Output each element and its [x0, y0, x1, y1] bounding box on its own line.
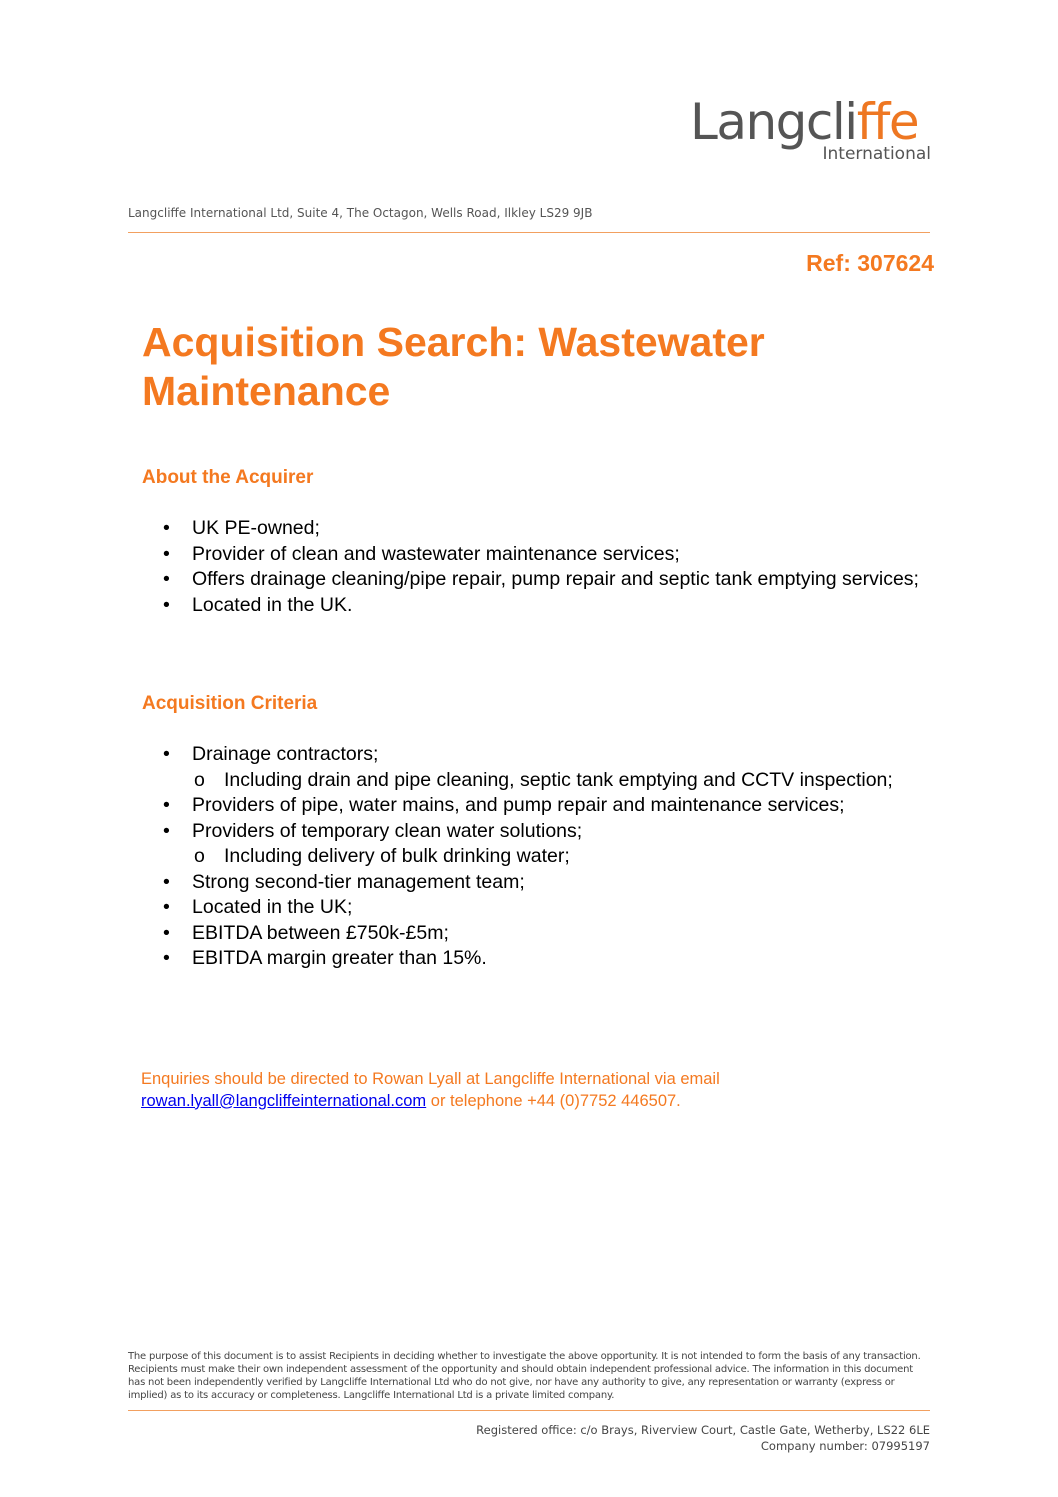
header-address: Langcliffe International Ltd, Suite 4, The Octagon, Wells Road, Ilkley LS29 9JB: [128, 206, 593, 220]
sub-list: [192, 768, 932, 794]
list-item: • EBITDA margin greater than 15%.: [142, 946, 932, 972]
criteria-heading: Acquisition Criteria: [142, 693, 318, 714]
list-item: • Providers of temporary clean water solutions; o Including delivery of bulk drinking water;: [142, 819, 932, 870]
list-item: • Provider of clean and wastewater maintenance services;: [142, 542, 932, 568]
logo-subtitle: International: [822, 144, 931, 164]
footer-divider: [128, 1410, 930, 1411]
company-number: Company number: 07995197: [760, 1439, 930, 1453]
sub-list-item: o Including drain and pipe cleaning, septic tank emptying and CCTV inspection;: [192, 768, 932, 794]
list-item: • Providers of pipe, water mains, and pump repair and maintenance services;: [142, 793, 932, 819]
logo-wordmark: Langcliffe: [690, 93, 919, 151]
sub-list-item: o Including delivery of bulk drinking water;: [192, 844, 932, 870]
company-logo: [690, 92, 935, 172]
list-item: • EBITDA between £750k-£5m;: [142, 921, 932, 947]
acquirer-heading: About the Acquirer: [142, 467, 314, 488]
registered-office: Registered office: c/o Brays, Riverview Court, Castle Gate, Wetherby, LS22 6LE Company number: 07995197: [476, 1423, 930, 1453]
sub-list: [192, 844, 932, 870]
list-item: • Drainage contractors; o Including drain and pipe cleaning, septic tank emptying and CCTV inspection;: [142, 742, 932, 793]
list-item: • Strong second-tier management team;: [142, 870, 932, 896]
disclaimer: The purpose of this document is to assist Recipients in deciding whether to investigate the above opportunity. It is not intended to form the basis of any transaction. Recipients must make their own independent assessment of the opportunity and should obtain independent professional advice. The information in this document has not been independently verified by Langcliffe International Ltd who do not give, nor have any authority to give, any representation or warranty (express or implied) as to its accuracy or completeness. Langcliffe International Ltd is a private limited company.: [128, 1351, 921, 1401]
criteria-list: [142, 742, 932, 972]
list-item: • Offers drainage cleaning/pipe repair, pump repair and septic tank emptying services;: [142, 567, 932, 593]
email-link[interactable]: rowan.lyall@langcliffeinternational.com: [141, 1091, 427, 1110]
reference-number: Ref: 307624: [806, 250, 934, 276]
page-title: Acquisition Search: Wastewater Maintenance: [142, 319, 765, 414]
enquiry-text: Enquiries should be directed to Rowan Lyall at Langcliffe International via email rowan.lyall@langcliffeinternational.com or telephone +44 (0)7752 446507.: [141, 1070, 720, 1110]
acquirer-list: [142, 516, 932, 618]
header-divider: [128, 232, 930, 233]
list-item: • Located in the UK.: [142, 593, 932, 619]
list-item: • Located in the UK;: [142, 895, 932, 921]
list-item: • UK PE-owned;: [142, 516, 932, 542]
